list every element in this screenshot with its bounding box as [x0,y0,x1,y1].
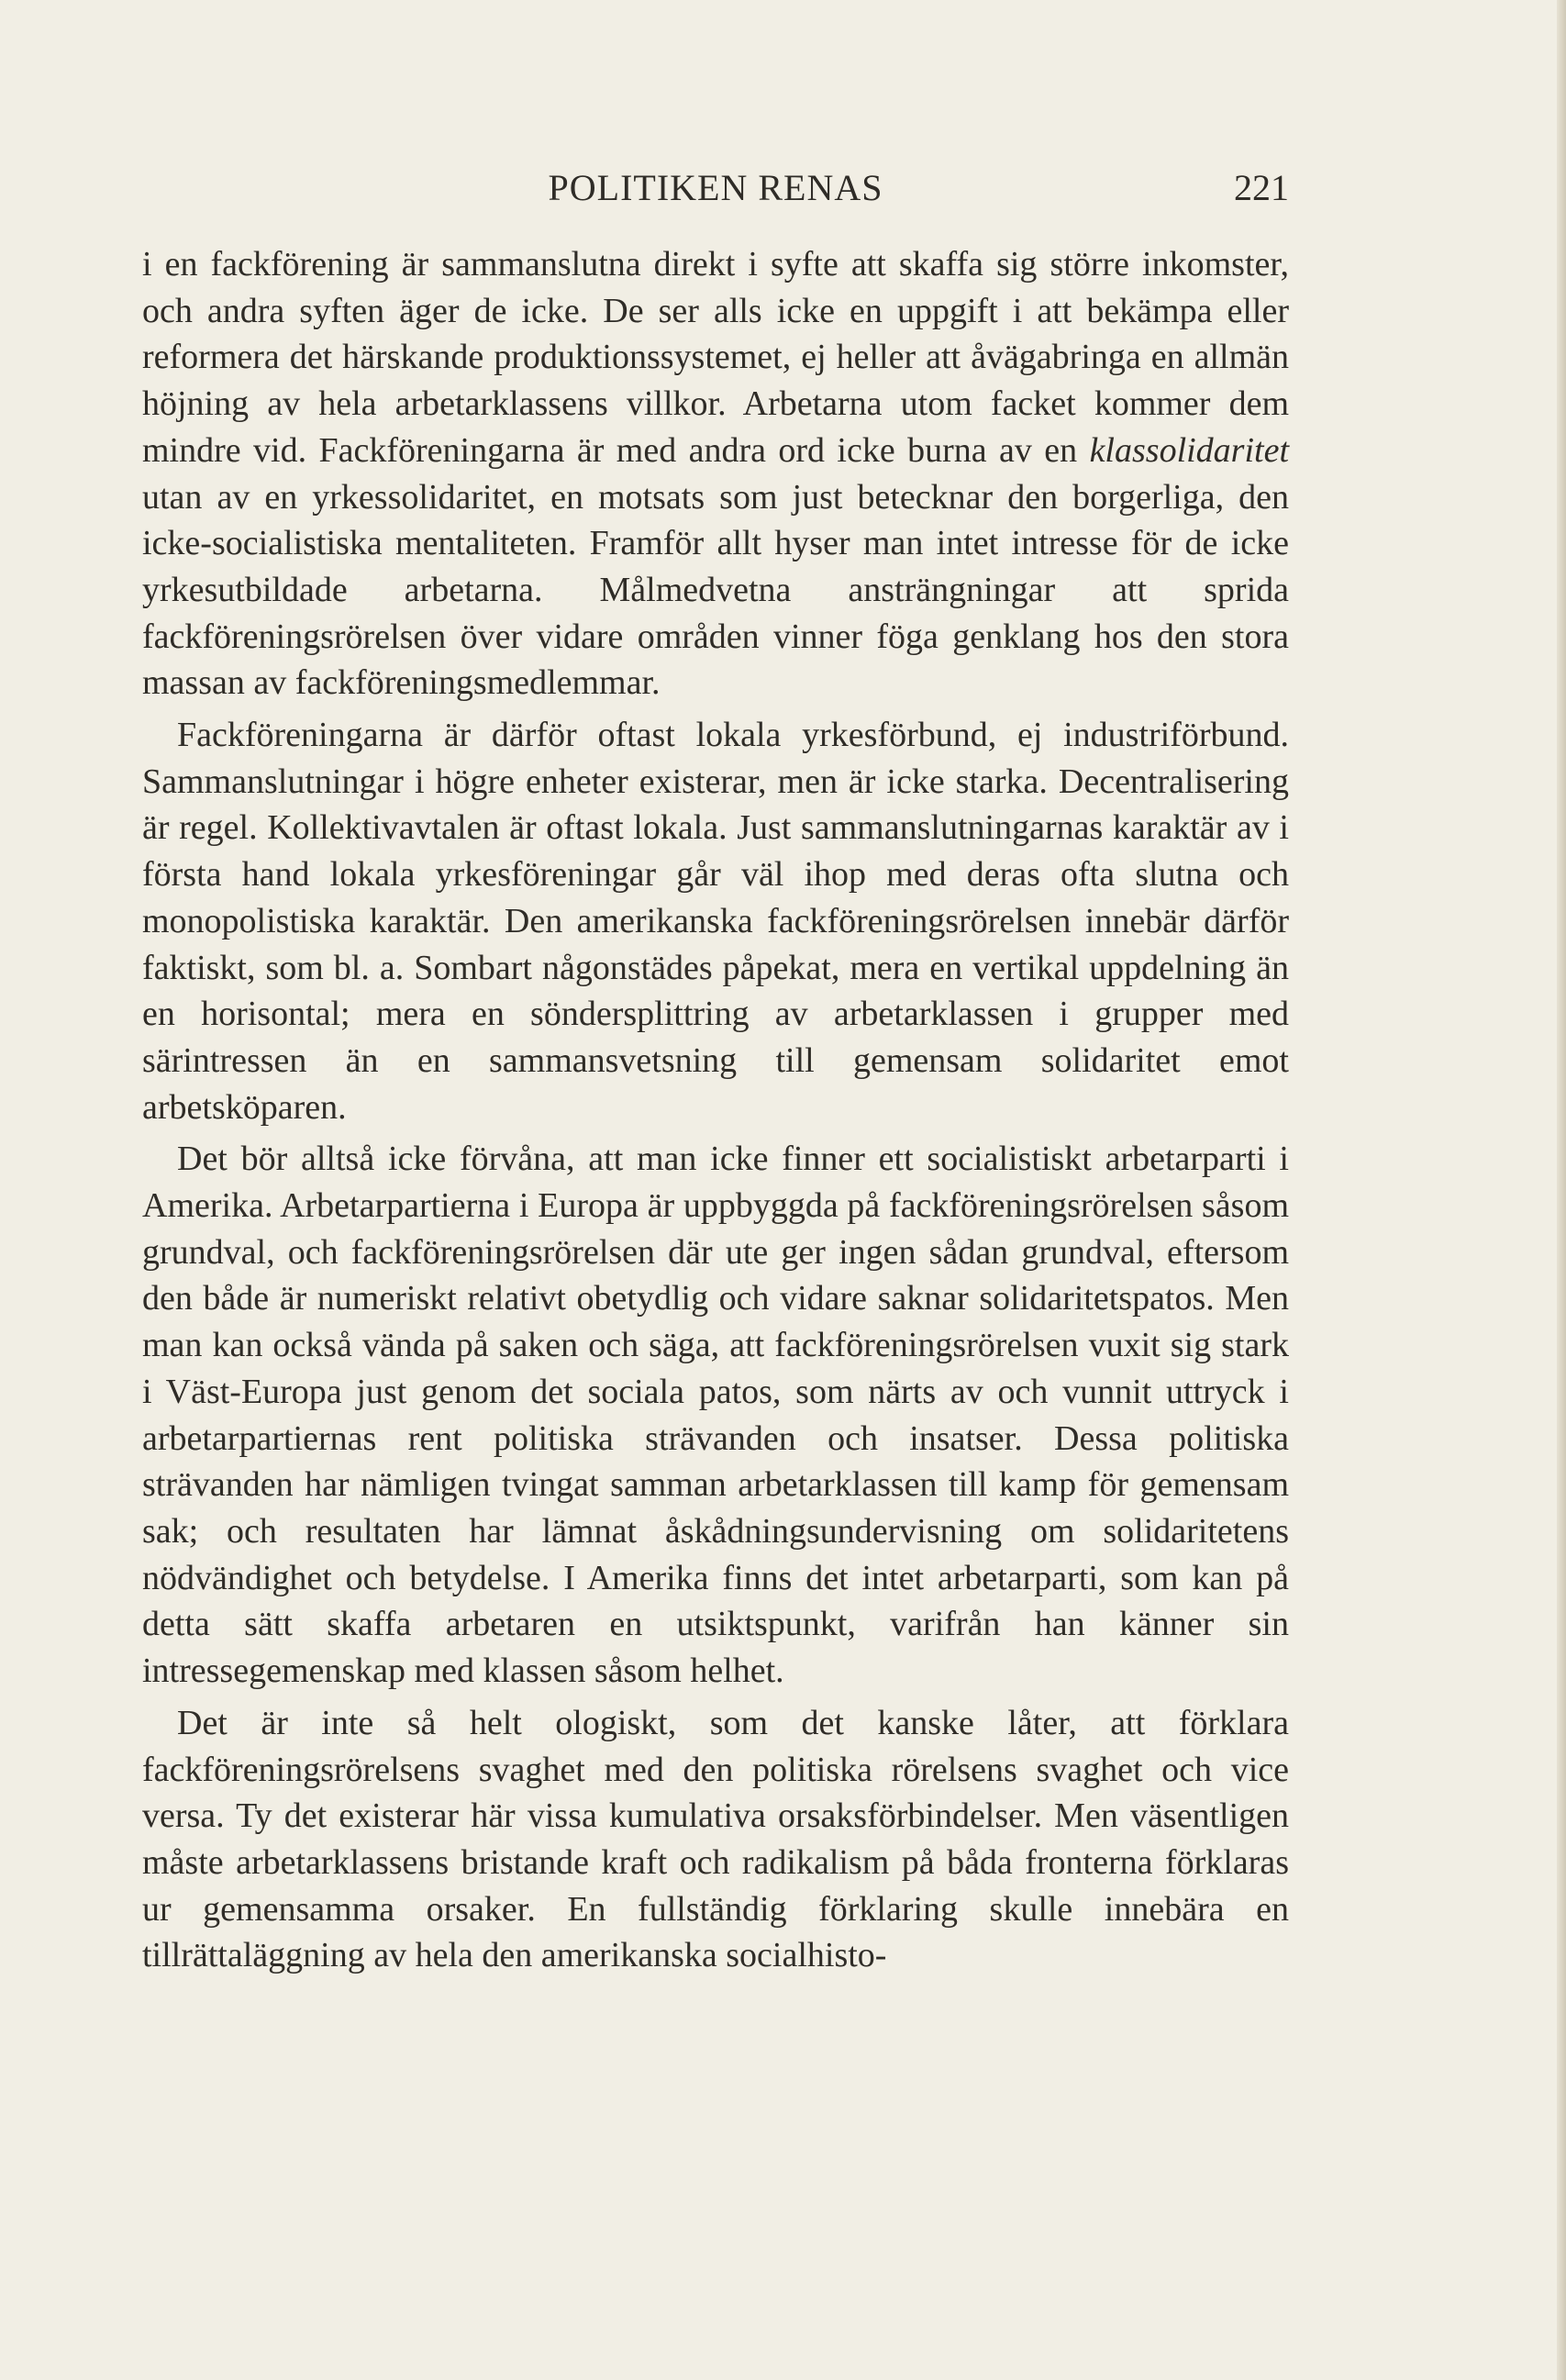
page-edge [1557,0,1566,2380]
paragraph-1-text: i en fackförening är sammanslutna direkt i syfte att skaffa sig större inkomster, och andra syften äger de icke. De ser alls icke en uppgift i att bekämpa eller reformera det härskande produktionssystemet, ej heller att åvägabringa en allmän höjning av hela arbetarklassens villkor. Arbetarna utom facket kommer dem mindre vid. Fackföreningarna är med andra ord icke burna av en [142,245,1289,470]
running-head [142,161,1289,216]
paragraph-2: Fackföreningarna är därför oftast lokala yrkesförbund, ej industriförbund. Sammanslutningar i högre enheter existerar, men är icke starka. Decentralisering är regel. Kollektivavtalen är oftast lokala. Just sammanslutningarnas karaktär av i första hand lokala yrkesföreningar går väl ihop med deras ofta slutna och monopolistiska karaktär. Den amerikanska fackföreningsrörelsen innebär därför faktiskt, som bl. a. Sombart någonstädes påpekat, mera en vertikal uppdelning än en horisontal; mera en söndersplittring av arbetarklassen i grupper med särintressen än en sammansvetsning till gemensam solidaritet emot arbetsköparen. [142,716,1289,1127]
page-number: 221 [1234,167,1289,208]
paragraph-3: Det bör alltså icke förvåna, att man icke finner ett socialistiskt arbetarparti i Amerika. Arbetarpartierna i Europa är uppbyggda på fackföreningsrörelsen såsom grundval, och fackföreningsrörelsen där ute ger ingen sådan grundval, eftersom den både är numeriskt relativt obetydlig och vidare saknar solidaritetspatos. Men man kan också vända på saken och säga, att fackföreningsrörelsen vuxit sig stark i Väst-Europa just genom det sociala patos, som närts av och vunnit uttryck i arbetarpartiernas rent politiska strävanden och insatser. Dessa politiska strävanden har nämligen tvingat samman arbetarklassen till kamp för gemensam sak; och resultaten har lämnat åskådningsundervisning om solidaritetens nödvändighet och betydelse. I Amerika finns det intet arbetarparti, som kan på detta sätt skaffa arbetaren en utsiktspunkt, varifrån han känner sin intressegemenskap med klassen såsom helhet. [142,1140,1289,1691]
paragraph-1-tail: utan av en yrkessolidaritet, en motsats som just betecknar den borgerliga, den icke-socialistiska mentaliteten. Framför allt hyser man intet intresse för de icke yrkesutbildade arbetarna. Målmedvetna ansträngningar att sprida fackföreningsrörelsen över vidare områden vinner föga genklang hos den stora massan av fackföreningsmedlemmar. [142,477,1289,703]
body-text [142,241,1289,1985]
paragraph-1 [142,241,1289,706]
paragraph-4: Det är inte så helt ologiskt, som det kanske låter, att förklara fackföreningsrörelsens svaghet med den politiska rörelsens svaghet och vice versa. Ty det existerar här vissa kumulativa orsaksförbindelser. Men väsentligen måste arbetarklassens bristande kraft och radikalism på båda fronterna förklaras ur gemensamma orsaker. En fullständig förklaring skulle innebära en tillrättaläggning av hela den amerikanska socialhisto- [142,1703,1289,1975]
running-title: POLITIKEN RENAS [548,167,883,208]
italic-term: klassolidaritet [1089,430,1290,470]
